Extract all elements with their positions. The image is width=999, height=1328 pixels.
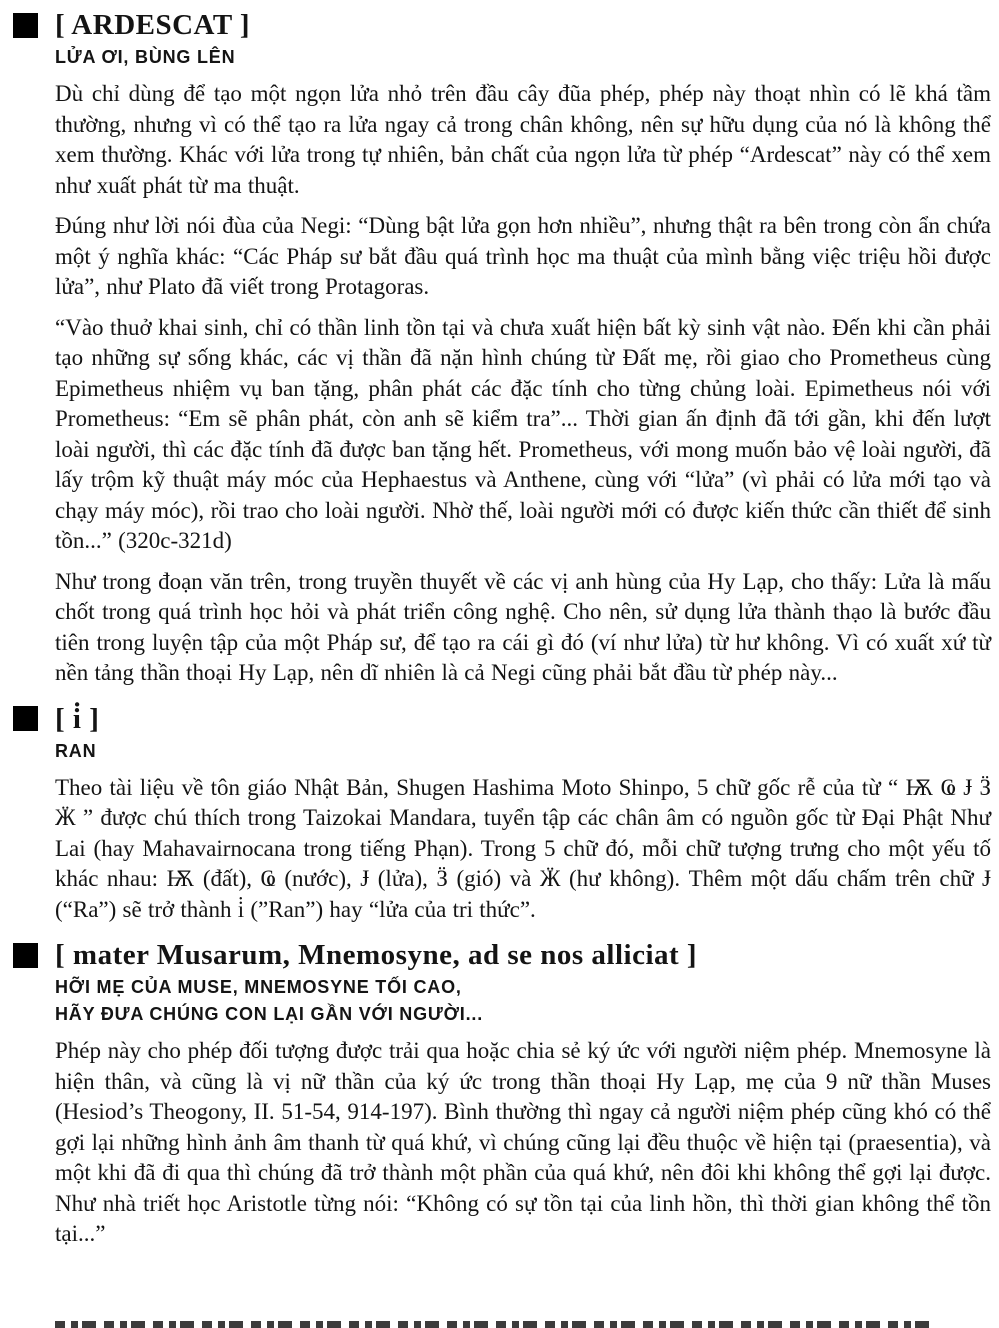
section-ran xyxy=(55,702,991,926)
subtitle-line: RAN xyxy=(55,740,97,761)
subtitle-line: HÃY ĐƯA CHÚNG CON LẠI GẦN VỚI NGƯỜI... xyxy=(55,1004,483,1024)
paragraph: “Vào thuở khai sinh, chỉ có thần linh tồn tại và chưa xuất hiện bất kỳ sinh vật nào. Đến khi cần phải tạo những sự sống khác, các vị thần đã nặn hình chúng từ Đất mẹ, rồi giao cho Prometheus cùng Epimetheus nhiệm vụ ban tặng, phân phát các đặc tính cho từng chủng loài. Epimetheus nói với Prometheus: “Em sẽ phân phát, còn anh sẽ kiểm tra”... Thời gian ấn định đã tới gần, khi đến lượt loài người, thì các đặc tính đã được ban tặng hết. Prometheus, với mong muốn bảo vệ loài người, đã lấy trộm kỹ thuật máy móc của Hephaestus và Anthene, cùng với “lửa” (vì phải có lửa mới tạo và chạy máy móc), rồi trao cho loài người. Nhờ thế, loài người mới có được kiến thức cần thiết để sinh tồn...” (320c-321d) xyxy=(55,314,991,553)
paragraph: Đúng như lời nói đùa của Negi: “Dùng bật lửa gọn hơn nhiều”, nhưng thật ra bên trong còn ẩn chứa một ý nghĩa khác: “Các Pháp sư bắt đầu quá trình học ma thuật của mình bằng việc triệu hồi được lửa”, như Plato đã viết trong Protagoras. xyxy=(55,213,991,299)
section-subtitle xyxy=(55,738,991,765)
section-title: [ ARDESCAT ] xyxy=(55,9,251,41)
section-ardescat xyxy=(55,8,991,689)
section-header xyxy=(13,938,991,972)
paragraph: Theo tài liệu về tôn giáo Nhật Bản, Shugen Hashima Moto Shinpo, 5 chữ gốc rễ của từ “ Ѭ Ҩ Ɉ Ӟ Ӝ ” được chú thích trong Taizokai Mandara, tuyển tập các chân âm có nguồn gốc từ Đại Phật Như Lai (hay Mahavairnocana trong tiếng Phạn). Trong 5 chữ đó, mỗi chữ tượng trưng cho một yếu tố khác nhau: Ѭ (đất), Ҩ (nước), Ɉ (lửa), Ӟ (gió) và Ӝ (hư không). Thêm một dấu chấm trên chữ Ɉ (“Ra”) sẽ trở thành i̇ (”Ran”) hay “lửa của tri thức”. xyxy=(55,774,991,922)
section-mnemosyne xyxy=(55,938,991,1250)
section-bullet-icon xyxy=(13,13,38,38)
subtitle-line: HỠI MẸ CỦA MUSE, MNEMOSYNE TỐI CAO, xyxy=(55,977,462,997)
paragraph: Như trong đoạn văn trên, trong truyền thuyết về các vị anh hùng của Hy Lạp, cho thấy: Lửa là mấu chốt trong quá trình học hỏi và phát triển công nghệ. Cho nên, sử dụng lửa thành thạo là bước đầu tiên trong luyện tập của một Pháp sư, để tạo ra cái gì đó (ví như lửa) từ hư không. Vì có xuất xứ từ nền tảng thần thoại Hy Lạp, nên dĩ nhiên là cả Negi cũng phải bắt đầu từ phép này... xyxy=(55,568,991,685)
paragraph: Phép này cho phép đối tượng được trải qua hoặc chia sẻ ký ức với người niệm phép. Mnemosyne là hiện thân, và cũng là vị nữ thần của ký ức trong thần thoại Hy Lạp, mẹ của 9 nữ thần Muses (Hesiod’s Theogony, II. 51-54, 914-197). Bình thường thì ngay cả người niệm phép cũng khó có thể gợi lại những hình ảnh âm thanh từ quá khứ, vì chúng cũng lại đều thuộc về hiện tại (praesentia), và một khi đã đi qua thì chúng đã trở thành một phần của quá khứ, nên đôi khi không thể gợi lại được. Như nhà triết học Aristotle từng nói: “Không có sự tồn tại của linh hồn, thì thời gian không thể tồn tại...” xyxy=(55,1038,991,1246)
section-header xyxy=(13,8,991,42)
section-bullet-icon xyxy=(13,706,38,731)
section-header xyxy=(13,702,991,736)
paragraph: Dù chỉ dùng để tạo một ngọn lửa nhỏ trên đầu cây đũa phép, phép này thoạt nhìn có lẽ khá tầm thường, nhưng vì có thể tạo ra lửa ngay cả trong chân không, nên sự hữu dụng của nó là không thể xem thường. Khác với lửa trong tự nhiên, bản chất của ngọn lửa từ phép “Ardescat” này có thể xem như xuất phát từ ma thuật. xyxy=(55,81,991,198)
section-subtitle xyxy=(55,974,991,1028)
bottom-cutoff-scan-artifact xyxy=(55,1321,935,1328)
section-bullet-icon xyxy=(13,943,38,968)
subtitle-line: LỬA ƠI, BÙNG LÊN xyxy=(55,47,236,67)
section-title: [ mater Musarum, Mnemosyne, ad se nos alliciat ] xyxy=(55,939,698,971)
section-subtitle xyxy=(55,44,991,71)
section-title-siddham-ran-glyph: [ i̇ ] xyxy=(55,702,100,735)
